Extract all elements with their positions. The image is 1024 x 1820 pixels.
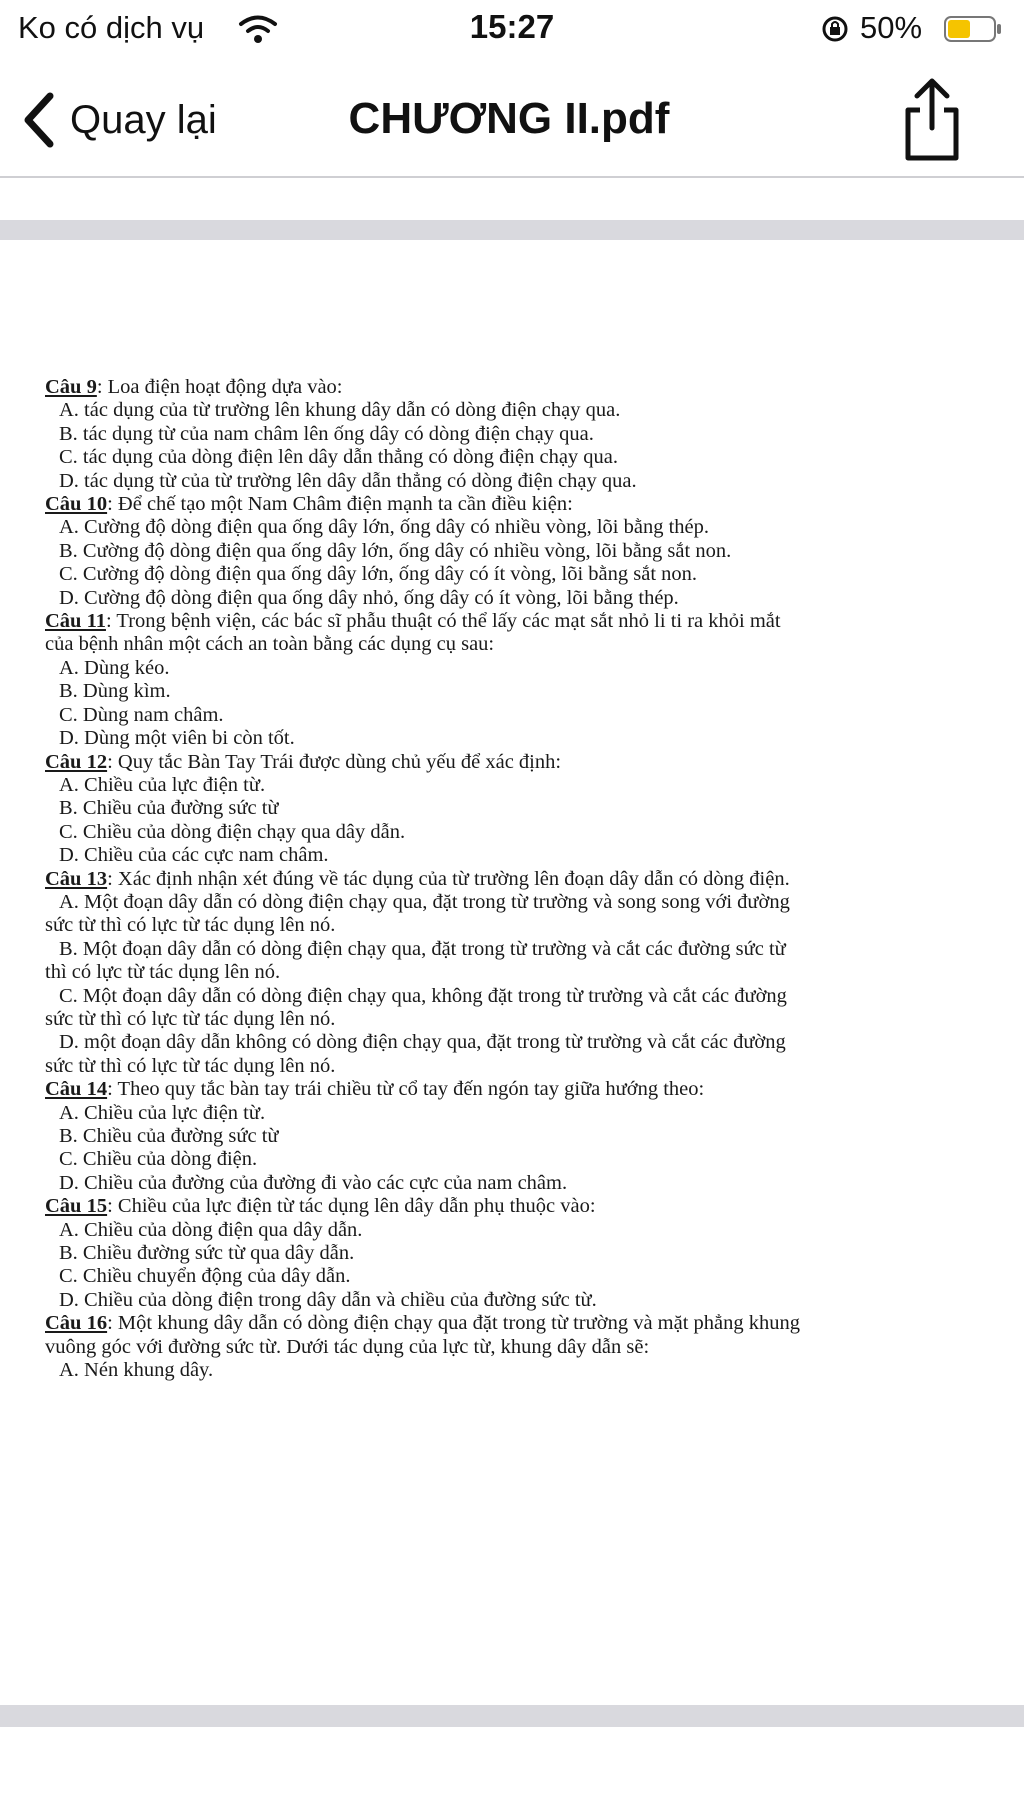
answer-option	[45, 1148, 925, 1171]
text-line	[45, 961, 925, 984]
question-label: Câu 11	[45, 610, 106, 633]
answer-option	[45, 1289, 925, 1312]
line-text: D. Cường độ dòng điện qua ống dây nhỏ, ống dây có ít vòng, lõi bằng thép.	[59, 586, 679, 609]
question-label: Câu 15	[45, 1195, 108, 1218]
question-line	[45, 493, 925, 516]
document-title-text: CHƯƠNG II.pdf	[348, 94, 670, 143]
answer-option	[45, 587, 925, 610]
line-text: B. Dùng kìm.	[59, 680, 171, 703]
question-line	[45, 868, 925, 891]
question-label: Câu 12	[45, 750, 108, 773]
line-text: A. Chiều của lực điện từ.	[59, 1101, 266, 1124]
line-text: A. tác dụng của từ trường lên khung dây dẫn có dòng điện chạy qua.	[59, 399, 621, 422]
battery-percent: 50%	[860, 10, 923, 45]
line-text: B. Chiều của đường sức từ	[59, 797, 279, 820]
line-text: C. Chiều của dòng điện.	[59, 1148, 258, 1171]
answer-option	[45, 704, 925, 727]
line-text: sức từ thì có lực từ tác dụng lên nó.	[45, 1054, 336, 1077]
document-title	[0, 94, 1024, 144]
line-text: C. Cường độ dòng điện qua ống dây lớn, ống dây có ít vòng, lõi bằng sắt non.	[59, 563, 698, 586]
line-text: C. Một đoạn dây dẫn có dòng điện chạy qua, không đặt trong từ trường và cắt các đường	[59, 984, 787, 1007]
answer-option	[45, 1265, 925, 1288]
line-text: C. Chiều chuyển động của dây dẫn.	[59, 1265, 351, 1288]
line-text: vuông góc với đường sức từ. Dưới tác dụng của lực từ, khung dây dẫn sẽ:	[45, 1335, 650, 1358]
line-text: : Để chế tạo một Nam Châm điện mạnh ta cần điều kiện:	[107, 493, 573, 516]
page-separator-bottom	[0, 1705, 1024, 1727]
answer-option	[45, 1031, 925, 1054]
line-text: sức từ thì có lực từ tác dụng lên nó.	[45, 1007, 336, 1030]
line-text: A. Cường độ dòng điện qua ống dây lớn, ống dây có nhiều vòng, lõi bằng thép.	[59, 516, 709, 539]
share-icon[interactable]	[898, 74, 966, 164]
line-text: : Xác định nhận xét đúng về tác dụng của từ trường lên đoạn dây dẫn có dòng điện.	[107, 867, 790, 890]
line-text: C. tác dụng của dòng điện lên dây dẫn thẳng có dòng điện chạy qua.	[59, 446, 619, 469]
answer-option	[45, 1125, 925, 1148]
line-text: : Chiều của lực điện từ tác dụng lên dây dẫn phụ thuộc vào:	[107, 1195, 596, 1218]
answer-option	[45, 821, 925, 844]
answer-option	[45, 540, 925, 563]
line-text: D. Chiều của các cực nam châm.	[59, 844, 329, 867]
line-text: A. Nén khung dây.	[59, 1359, 214, 1382]
question-line	[45, 1078, 925, 1101]
line-text: B. tác dụng từ của nam châm lên ống dây có dòng điện chạy qua.	[59, 422, 594, 445]
answer-option	[45, 1219, 925, 1242]
line-text: của bệnh nhân một cách an toàn bằng các dụng cụ sau:	[45, 633, 495, 656]
text-line	[45, 914, 925, 937]
answer-option	[45, 844, 925, 867]
answer-option	[45, 657, 925, 680]
question-line	[45, 610, 925, 633]
line-text: B. Chiều đường sức từ qua dây dẫn.	[59, 1242, 355, 1265]
line-text: : Loa điện hoạt động dựa vào:	[96, 376, 343, 398]
text-line	[45, 1055, 925, 1078]
clock: 15:27	[469, 8, 555, 45]
answer-option	[45, 470, 925, 493]
answer-option	[45, 1102, 925, 1125]
back-label: Quay lại	[70, 97, 217, 142]
answer-option	[45, 1172, 925, 1195]
line-text: A. Dùng kéo.	[59, 656, 170, 679]
answer-option	[45, 399, 925, 422]
answer-option	[45, 891, 925, 914]
text-line	[45, 1336, 925, 1359]
line-text: thì có lực từ tác dụng lên nó.	[45, 961, 281, 984]
question-label: Câu 9	[45, 376, 97, 398]
line-text: sức từ thì có lực từ tác dụng lên nó.	[45, 914, 336, 937]
answer-option	[45, 1359, 925, 1382]
question-label: Câu 16	[45, 1312, 108, 1335]
battery-icon	[944, 16, 1002, 42]
line-text: D. Dùng một viên bi còn tốt.	[59, 727, 295, 750]
question-line	[45, 1195, 925, 1218]
question-label: Câu 13	[45, 867, 108, 890]
answer-option	[45, 938, 925, 961]
line-text: B. Cường độ dòng điện qua ống dây lớn, ống dây có nhiều vòng, lõi bằng sắt non.	[59, 539, 732, 562]
question-line	[45, 376, 925, 399]
answer-option	[45, 680, 925, 703]
question-label: Câu 14	[45, 1078, 108, 1101]
line-text: B. Một đoạn dây dẫn có dòng điện chạy qua, đặt trong từ trường và cắt các đường sức từ	[59, 937, 786, 960]
line-text: D. một đoạn dây dẫn không có dòng điện chạy qua, đặt trong từ trường và cắt các đường	[59, 1031, 786, 1054]
line-text: A. Chiều của lực điện từ.	[59, 773, 266, 796]
line-text: C. Chiều của dòng điện chạy qua dây dẫn.	[59, 820, 406, 843]
text-line	[45, 633, 925, 656]
line-text: A. Một đoạn dây dẫn có dòng điện chạy qua, đặt trong từ trường và song song với đường	[59, 890, 790, 913]
question-line	[45, 751, 925, 774]
text-line	[45, 1008, 925, 1031]
status-bar	[0, 0, 1024, 58]
line-text: : Theo quy tắc bàn tay trái chiều từ cổ tay đến ngón tay giữa hướng theo:	[107, 1078, 705, 1101]
line-text: : Quy tắc Bàn Tay Trái được dùng chủ yếu để xác định:	[107, 750, 562, 773]
line-text: C. Dùng nam châm.	[59, 703, 224, 726]
answer-option	[45, 727, 925, 750]
answer-option	[45, 563, 925, 586]
line-text: : Một khung dây dẫn có dòng điện chạy qua đặt trong từ trường và mặt phẳng khung	[107, 1312, 801, 1335]
orientation-lock-icon	[820, 14, 850, 44]
pdf-page[interactable]	[0, 240, 1024, 1705]
answer-option	[45, 1242, 925, 1265]
line-text: D. tác dụng từ của từ trường lên dây dẫn thẳng có dòng điện chạy qua.	[59, 469, 637, 492]
document-text	[45, 376, 925, 1382]
line-text: A. Chiều của dòng điện qua dây dẫn.	[59, 1218, 363, 1241]
answer-option	[45, 797, 925, 820]
answer-option	[45, 774, 925, 797]
line-text: B. Chiều của đường sức từ	[59, 1125, 279, 1147]
answer-option	[45, 516, 925, 539]
line-text: D. Chiều của đường của đường đi vào các cực của nam châm.	[59, 1171, 568, 1194]
question-label: Câu 10	[45, 493, 108, 516]
answer-option	[45, 423, 925, 446]
navigation-bar	[0, 58, 1024, 178]
answer-option	[45, 446, 925, 469]
line-text: D. Chiều của dòng điện trong dây dẫn và chiều của đường sức từ.	[59, 1288, 597, 1311]
carrier-label: Ko có dịch vụ	[18, 10, 205, 45]
answer-option	[45, 985, 925, 1008]
line-text: : Trong bệnh viện, các bác sĩ phẫu thuật có thể lấy các mạt sắt nhỏ li ti ra khỏi mắt	[105, 610, 781, 633]
question-line	[45, 1312, 925, 1335]
page-separator-top	[0, 220, 1024, 240]
